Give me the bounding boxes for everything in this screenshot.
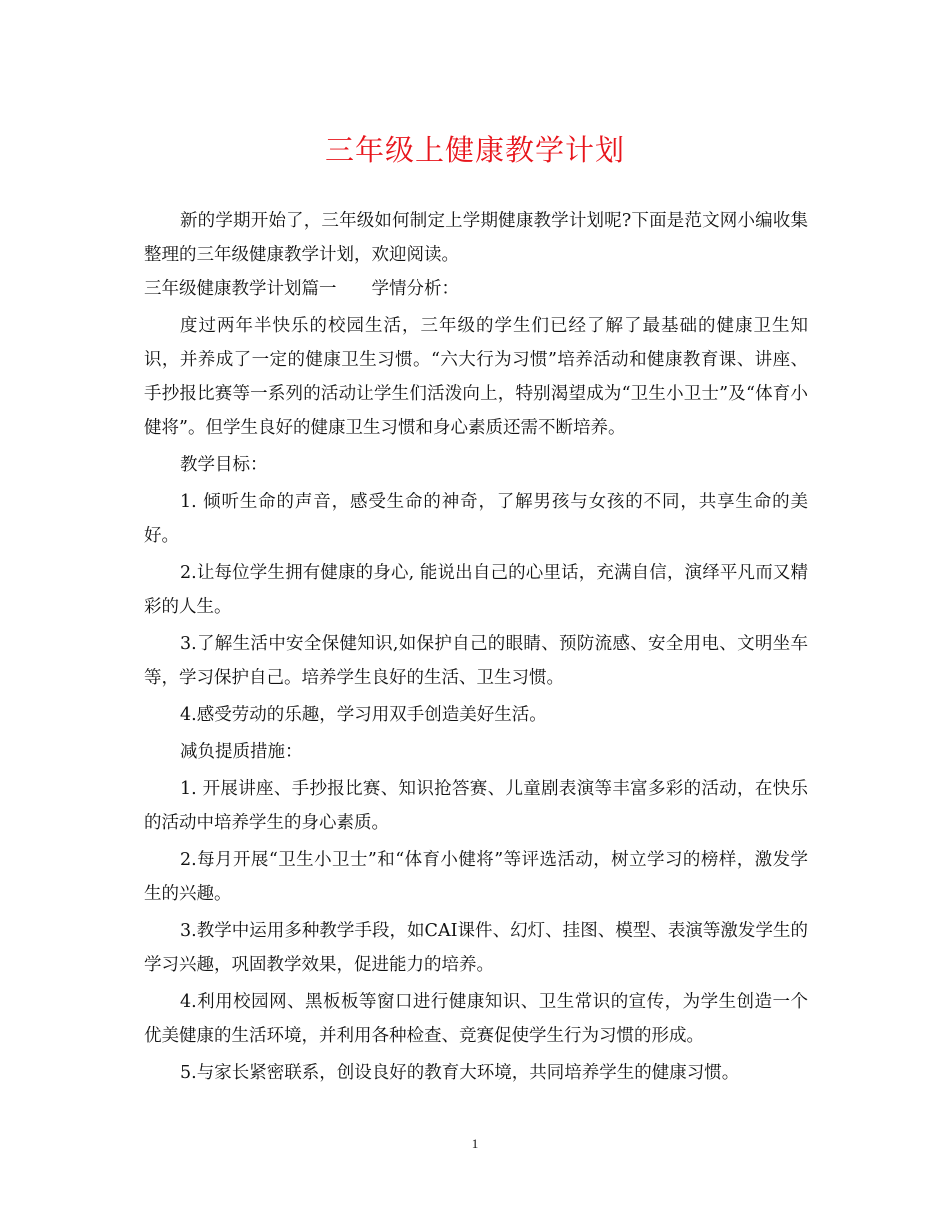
document-title: 三年级上健康教学计划 — [324, 133, 625, 167]
measure-item-4: 4.利用校园网、黑板板等窗口进行健康知识、卫生常识的宣传，为学生创造一个优美健康的生活环境，并利用各种检查、竞赛促使学生行为习惯的形成。 — [144, 992, 808, 1046]
goal-item-3: 3.了解生活中安全保健知识,如保护自己的眼睛、预防流感、安全用电、文明坐车等，学习保护自己。培养学生良好的生活、卫生习惯。 — [144, 634, 808, 688]
analysis-paragraph: 度过两年半快乐的校园生活，三年级的学生们已经了解了最基础的健康卫生知识，并养成了一定的健康卫生习惯。“六大行为习惯”培养活动和健康教育课、讲座、手抄报比赛等一系列的活动让学生们活泼向上，特别渴望成为“卫生小卫士”及“体育小健将”。但学生良好的健康卫生习惯和身心素质还需不断培养。 — [144, 316, 808, 438]
measures-heading: 减负提质措施： — [180, 742, 303, 762]
goals-heading: 教学目标： — [180, 455, 268, 475]
document-body — [144, 204, 808, 1090]
measure-item-3: 3.教学中运用多种教学手段，如CAI课件、幻灯、挂图、模型、表演等激发学生的学习兴趣，巩固教学效果，促进能力的培养。 — [144, 921, 808, 975]
intro-paragraph: 新的学期开始了，三年级如何制定上学期健康教学计划呢?下面是范文网小编收集整理的三年级健康教学计划，欢迎阅读。 — [144, 211, 808, 265]
measure-item-1: 1. 开展讲座、手抄报比赛、知识抢答赛、儿童剧表演等丰富多彩的活动，在快乐的活动中培养学生的身心素质。 — [144, 779, 808, 833]
measure-item-2: 2.每月开展“卫生小卫士”和“体育小健将”等评选活动，树立学习的榜样，激发学生的兴趣。 — [144, 850, 808, 904]
page-number: 1 — [471, 1136, 479, 1151]
measure-item-5: 5.与家长紧密联系，创设良好的教育大环境，共同培养学生的健康习惯。 — [180, 1063, 740, 1083]
section-heading: 三年级健康教学计划篇一 学情分析： — [144, 279, 459, 299]
goal-item-1: 1. 倾听生命的声音，感受生命的神奇，了解男孩与女孩的不同，共享生命的美好。 — [144, 492, 808, 546]
goal-item-2: 2.让每位学生拥有健康的身心, 能说出自己的心里话，充满自信，演绎平凡而又精彩的人生。 — [144, 563, 808, 617]
goal-item-4: 4.感受劳动的乐趣，学习用双手创造美好生活。 — [180, 705, 547, 725]
